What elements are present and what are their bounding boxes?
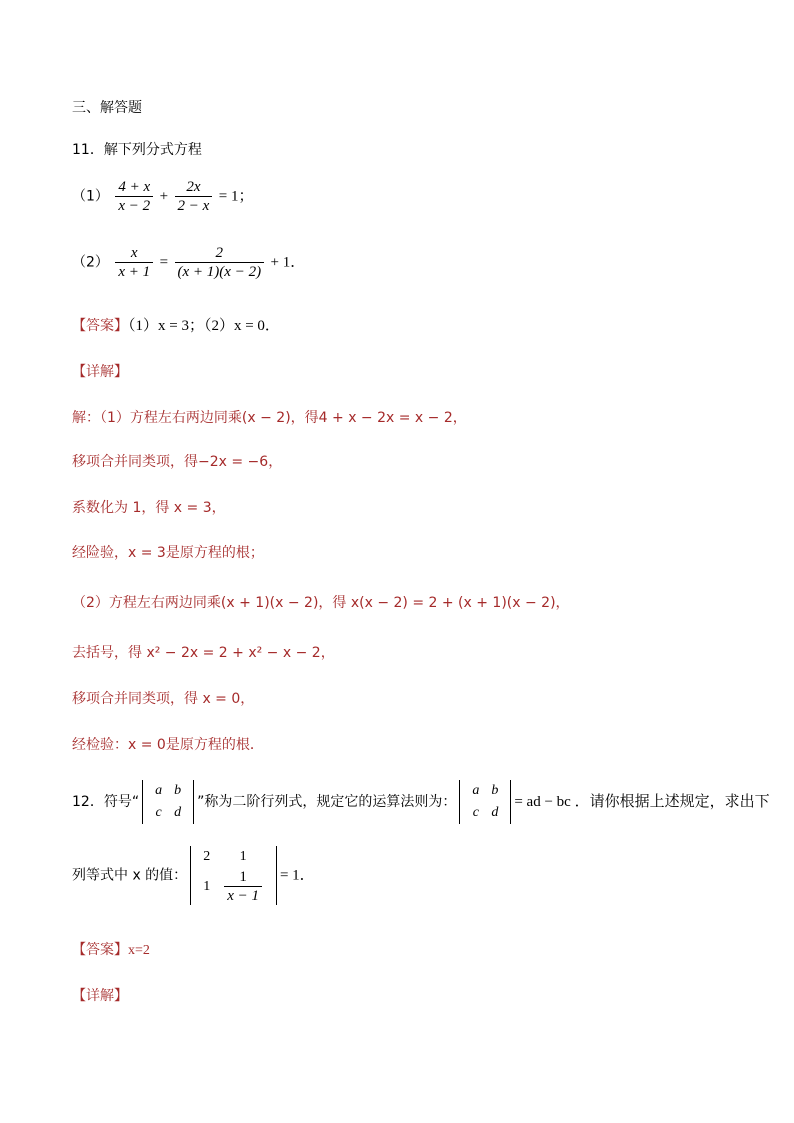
q11-title: 11．解下列分式方程: [72, 142, 202, 158]
det-cell: c: [472, 805, 479, 820]
plus-sign: +: [159, 188, 169, 205]
frac-denominator: x − 1: [224, 886, 262, 905]
q11-part1-frac2: [175, 178, 213, 215]
q12-det-equation: [190, 846, 277, 905]
answer-text: （1）x = 3；（2）x = 0．: [128, 318, 280, 334]
q12-statement-line1: [72, 780, 770, 824]
frac-denominator: x − 2: [115, 196, 153, 215]
q11-part1-frac1: [115, 178, 153, 215]
det-cell: b: [174, 783, 182, 798]
answer-tag: 【答案】: [72, 942, 128, 958]
q11-part2-frac2: [175, 244, 265, 281]
frac-numerator: 2x: [186, 179, 201, 195]
section-heading: 三、解答题: [72, 100, 142, 116]
q12-text-b: ”称为二阶行列式，规定它的运算法则为：: [197, 794, 457, 810]
det-frac: [224, 868, 262, 905]
frac-numerator: 1: [239, 869, 247, 885]
frac-denominator: 2 − x: [175, 196, 213, 215]
q11-step-2: 移项合并同类项，得−2x = −6，: [72, 454, 283, 470]
equation-rhs: + 1．: [270, 254, 306, 271]
det-cell: d: [491, 805, 499, 820]
q11-step-8: 经检验：x = 0是原方程的根．: [72, 737, 264, 753]
q12-text-e: = 1．: [279, 867, 315, 884]
equation-rhs: = 1；: [218, 188, 254, 205]
q11-step-1: 解：（1）方程左右两边同乘(x − 2)，得4 + x − 2x = x − 2，: [72, 410, 467, 426]
q12-statement-line2: [72, 846, 315, 905]
q12-text-a: 12．符号“: [72, 794, 140, 810]
det-cell: c: [155, 805, 162, 820]
q11-detail-tag: 【详解】: [72, 364, 128, 380]
q11-step-6: 去括号，得 x² − 2x = 2 + x² − x − 2，: [72, 645, 335, 661]
q12-det-rule: [459, 780, 511, 824]
q11-step-7: 移项合并同类项，得 x = 0，: [72, 691, 255, 707]
q12-text-c: = ad − bc ．请你根据上述规定，求出下: [514, 794, 770, 810]
det-cell: 1: [239, 849, 247, 864]
det-cell: 1: [203, 878, 211, 894]
det-cell: b: [491, 783, 499, 798]
frac-denominator: (x + 1)(x − 2): [175, 262, 265, 281]
q11-part2-equation: [72, 244, 305, 281]
q12-det-symbol: [142, 780, 194, 824]
answer-text: x=2: [128, 943, 150, 958]
q11-step-4: 经险验，x = 3是原方程的根；: [72, 545, 264, 561]
det-cell: 2: [203, 849, 211, 864]
q11-answer: [72, 316, 280, 336]
q11-part1-equation: [72, 178, 253, 215]
q12-answer: [72, 940, 150, 961]
det-cell: d: [174, 805, 182, 820]
q11-step-3: 系数化为 1，得 x = 3，: [72, 500, 226, 516]
det-cell: a: [472, 783, 480, 798]
q11-part1-label: （1）: [72, 188, 109, 205]
equals-sign: =: [159, 254, 169, 271]
q11-step-5: （2）方程左右两边同乘(x + 1)(x − 2)，得 x(x − 2) = 2 + (x + 1)(x − 2)，: [72, 595, 570, 611]
det-cell: a: [155, 783, 163, 798]
frac-numerator: x: [130, 245, 138, 261]
frac-numerator: 4 + x: [118, 179, 151, 195]
q12-text-d: 列等式中 x 的值：: [72, 867, 188, 884]
q12-detail-tag: 【详解】: [72, 988, 128, 1004]
q11-part2-label: （2）: [72, 254, 109, 271]
frac-numerator: 2: [215, 245, 224, 261]
answer-tag: 【答案】: [72, 318, 128, 334]
frac-denominator: x + 1: [115, 262, 153, 281]
q11-part2-frac1: [115, 244, 153, 281]
